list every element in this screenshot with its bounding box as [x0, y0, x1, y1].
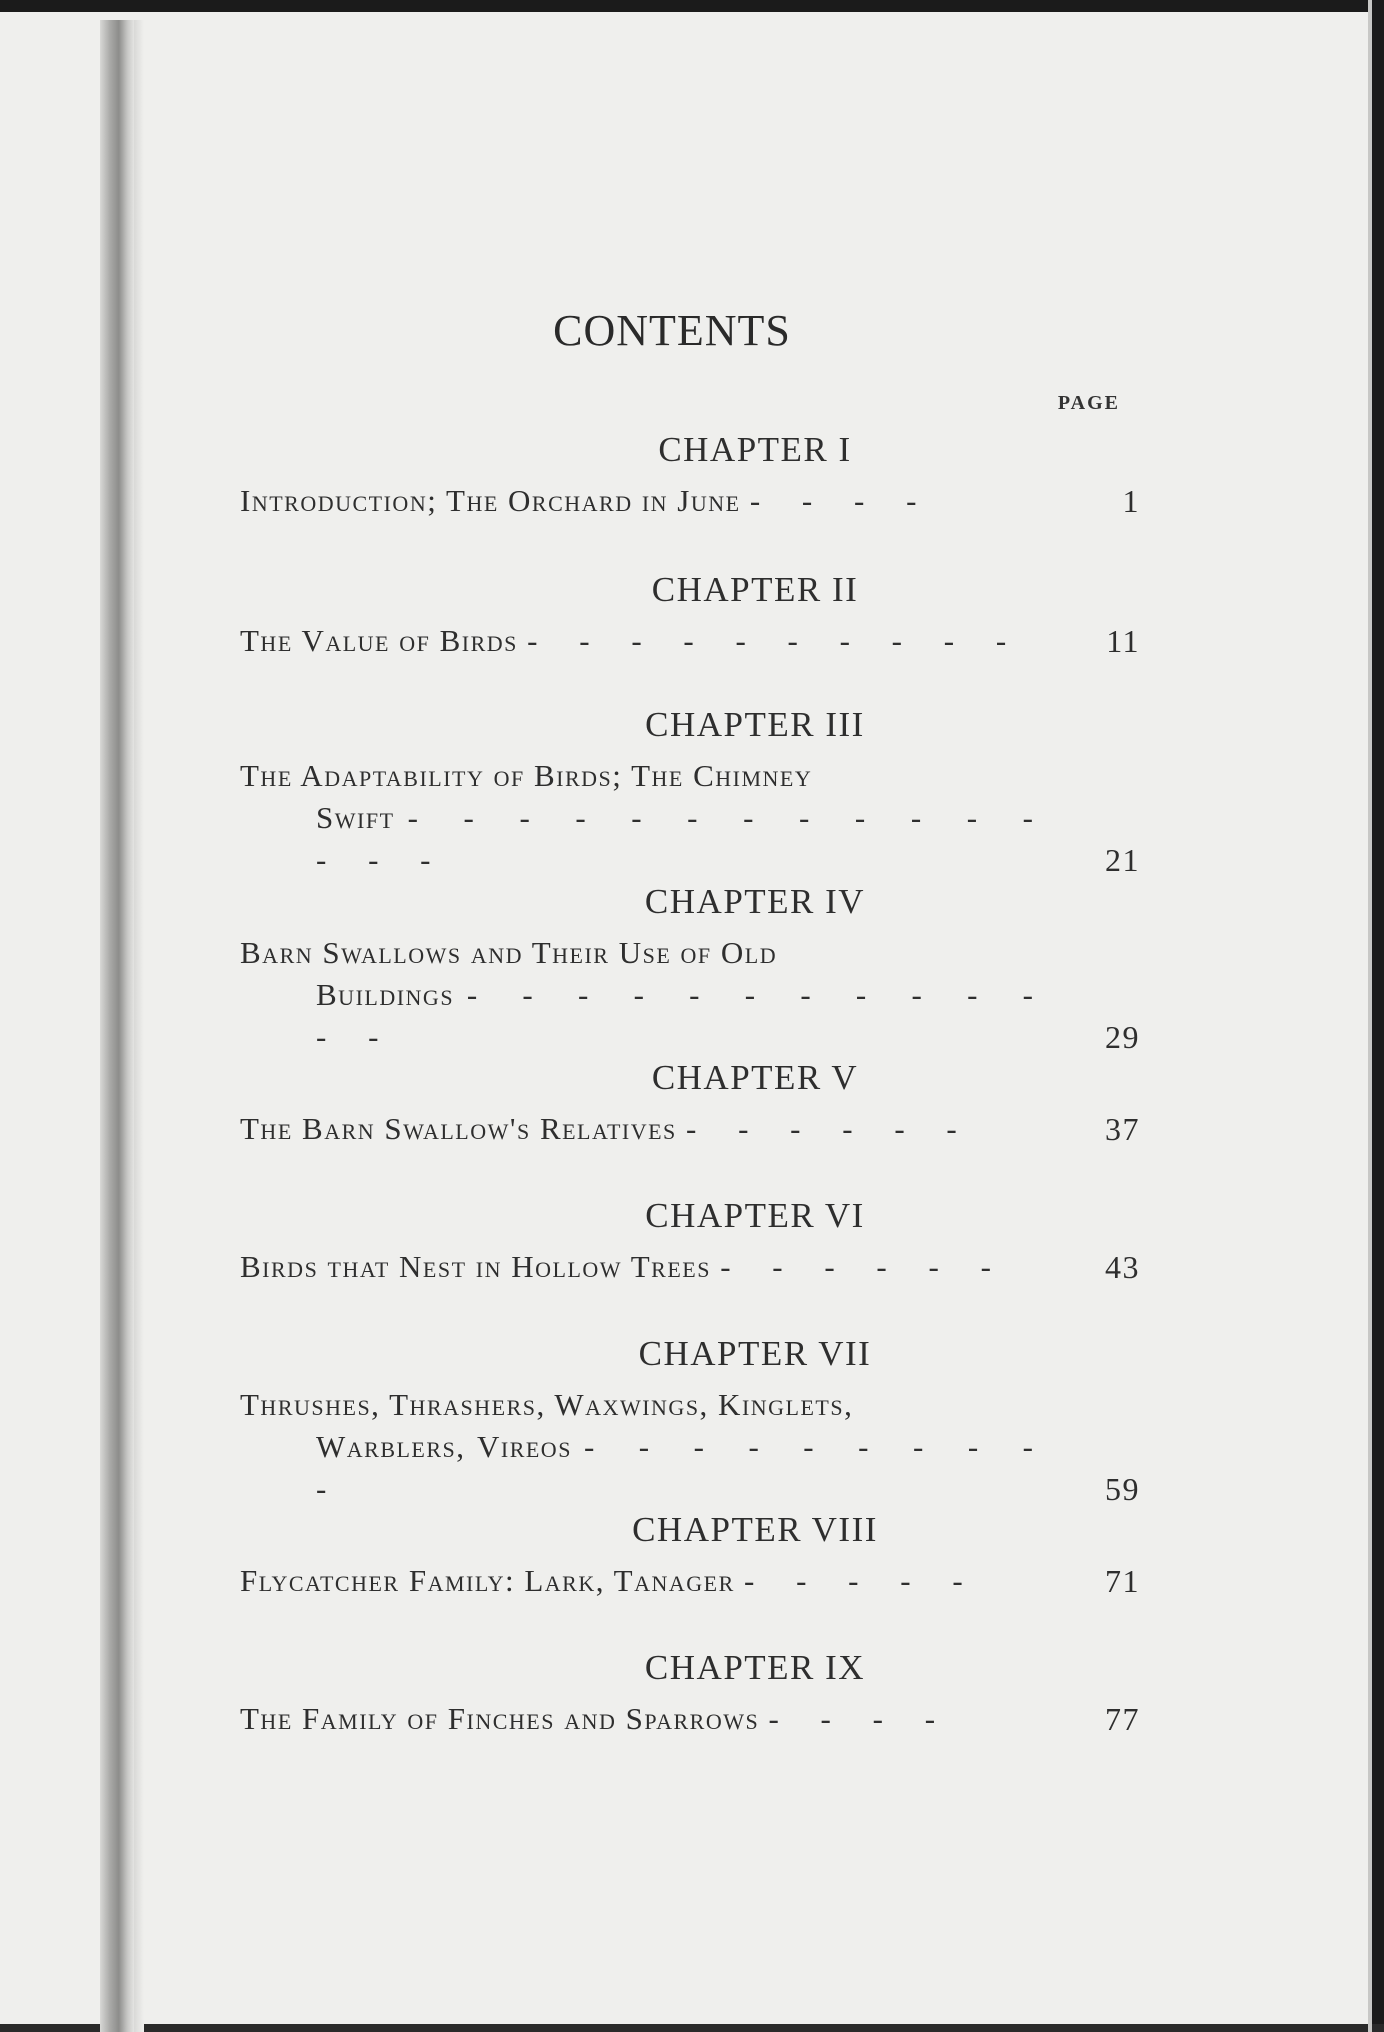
chapter-title: The Value of Birds: [240, 623, 518, 658]
page-number: 37: [1105, 1111, 1140, 1147]
dot-leader: - - - - - - - - - -: [527, 623, 1024, 658]
chapter-title: Introduction; The Orchard in June: [240, 483, 741, 518]
page-title: CONTENTS: [553, 306, 791, 355]
chapter-heading: CHAPTER V: [651, 1058, 859, 1097]
dot-leader: - - - - - -: [720, 1249, 1008, 1284]
toc-entry[interactable]: [240, 480, 1140, 522]
toc-entry[interactable]: [240, 755, 1140, 881]
toc-chapter-9[interactable]: [240, 1648, 1140, 1740]
toc-chapter-7[interactable]: [240, 1334, 1140, 1510]
chapter-title: The Barn Swallow's Relatives: [240, 1111, 677, 1146]
chapter-heading: CHAPTER VII: [638, 1334, 872, 1373]
page-number: 71: [1105, 1563, 1140, 1599]
page-column-label: PAGE: [1057, 392, 1120, 414]
page-number: 1: [1122, 483, 1140, 519]
page-number: 21: [1105, 842, 1140, 878]
page-number: 43: [1105, 1249, 1140, 1285]
chapter-heading: CHAPTER IV: [644, 882, 866, 921]
page-number: 29: [1105, 1019, 1140, 1055]
toc-chapter-6[interactable]: [240, 1196, 1140, 1288]
toc-chapter-5[interactable]: [240, 1058, 1140, 1150]
dot-leader: - - - - - - - - - - - - - - -: [316, 800, 1050, 877]
scan-border-right: [1372, 0, 1384, 2032]
dot-leader: - - - -: [749, 483, 934, 518]
chapter-title: The Family of Finches and Sparrows: [240, 1701, 760, 1736]
chapter-title-line-2: Swift: [316, 800, 395, 835]
toc-chapter-4[interactable]: [240, 882, 1140, 1058]
dot-leader: - - - - - - - - - -: [316, 1429, 1050, 1506]
chapter-heading: CHAPTER VIII: [632, 1510, 878, 1549]
chapter-heading: CHAPTER VI: [645, 1196, 865, 1235]
dot-leader: - - - - - -: [686, 1111, 974, 1146]
dot-leader: - - - - -: [744, 1563, 980, 1598]
toc-chapter-3[interactable]: [240, 705, 1140, 881]
chapter-heading: CHAPTER IX: [644, 1648, 866, 1687]
chapter-title-line-2: Buildings: [316, 977, 455, 1012]
toc-entry[interactable]: [240, 1384, 1140, 1510]
chapter-title-line-2: Warblers, Vireos: [316, 1429, 572, 1464]
toc-entry[interactable]: [240, 1246, 1140, 1288]
chapter-title-line-1: The Adaptability of Birds; The Chimney: [240, 758, 813, 793]
chapter-title: Flycatcher Family: Lark, Tanager: [240, 1563, 735, 1598]
page-edge: [1368, 0, 1372, 2032]
chapter-heading: CHAPTER III: [645, 705, 865, 744]
scan-border-top: [0, 0, 1384, 12]
chapter-heading: CHAPTER I: [658, 430, 852, 469]
chapter-title-line-1: Thrushes, Thrashers, Waxwings, Kinglets,: [240, 1387, 854, 1422]
toc-chapter-1[interactable]: [240, 430, 1140, 522]
page-number: 77: [1105, 1701, 1140, 1737]
scan-border-bottom: [0, 2024, 1384, 2032]
chapter-title: Birds that Nest in Hollow Trees: [240, 1249, 711, 1284]
toc-chapter-8[interactable]: [240, 1510, 1140, 1602]
toc-chapter-2[interactable]: [240, 570, 1140, 662]
toc-entry[interactable]: [240, 932, 1140, 1058]
dot-leader: - - - - - - - - - - - - -: [316, 977, 1050, 1054]
page-number: 11: [1106, 623, 1140, 659]
toc-entry[interactable]: [240, 1108, 1140, 1150]
toc-entry[interactable]: [240, 1560, 1140, 1602]
toc-entry[interactable]: [240, 620, 1140, 662]
dot-leader: - - - -: [768, 1701, 953, 1736]
chapter-title-line-1: Barn Swallows and Their Use of Old: [240, 935, 778, 970]
chapter-heading: CHAPTER II: [651, 570, 859, 609]
toc-entry[interactable]: [240, 1698, 1140, 1740]
page-number: 59: [1105, 1471, 1140, 1507]
